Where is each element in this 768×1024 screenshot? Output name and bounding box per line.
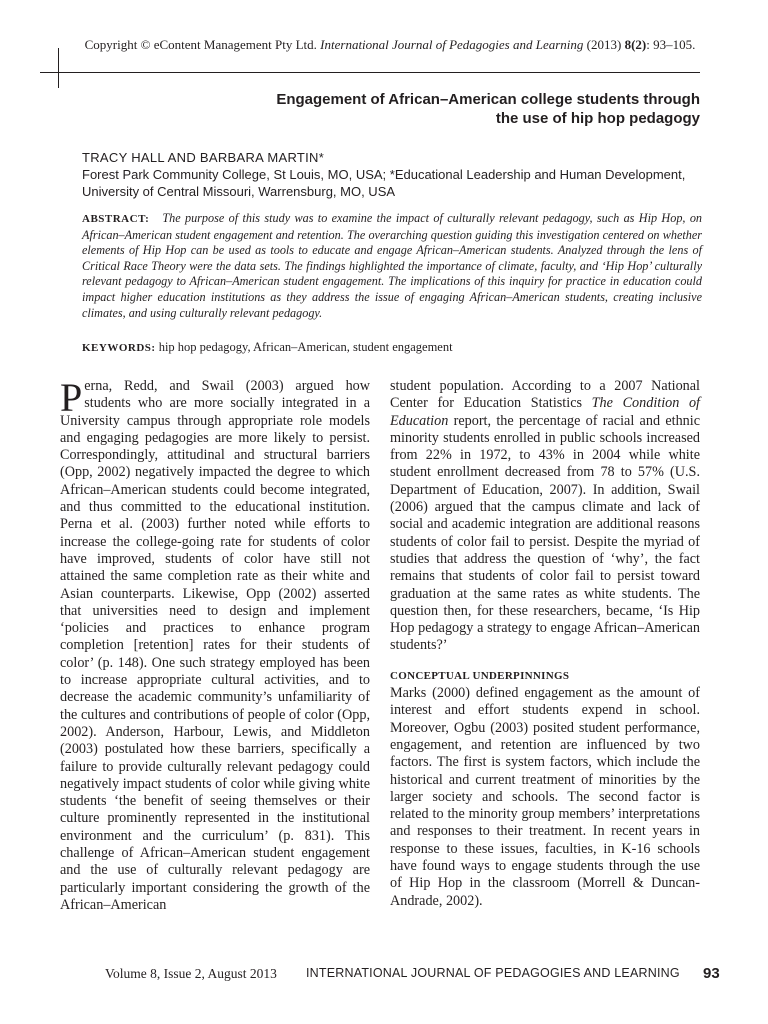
intro-paragraph: [60, 375, 370, 914]
footer-volume: Volume 8, Issue 2, August 2013: [105, 966, 277, 981]
affiliation: Forest Park Community College, St Louis, MO, USA; *Educational Leadership and Human Development, University of Central Missouri, Warrensburg, MO, USA: [82, 167, 686, 199]
section-heading-text: CONCEPTUAL UNDERPINNINGS: [390, 669, 570, 682]
section-heading: [390, 667, 700, 685]
citation-volume: 8: [624, 37, 632, 52]
header-rule-vertical: [58, 48, 59, 88]
body-column-left: [60, 375, 370, 914]
intro-text: erna, Redd, and Swail (2003) argued how students who are more socially integrated in a University campus through appropriate role models and engaging pedagogies are more likely to persist. Correspondingly, attitudinal and structural barriers (Opp, 2002) negatively impacted the degree to which African–American students could become integrated, and thus committed to the educational institution. Perna et al. (2003) further noted while efforts to increase the college-going rate for students of color have improved, students of color have still not attained the same completion rate as their white and Asian counterparts. Likewise, Opp (2002) asserted that universities need to design and implement ‘policies and practices to enhance program completion [retention] rates for their students of color’ (p. 148). One such strategy employed has been to increase appropriate cultural activities, and to decrease the academic community’s unfamiliarity of the cultures and contributions of people of color (Opp, 2002). Anderson, Harbour, Lewis, and Middleton (2003) postulated how these barriers, specifically a failure to provide culturally relevant pedagogy could negatively impact students of color while giving white students ‘the benefit of seeing themselves or their culture prominently represented in the institutional environment and the curriculum’ (p. 831). This challenge of African–American student engagement and the use of culturally relevant pedagogy are particularly important considering the growth of the African–American: [60, 378, 370, 913]
citation-year: (2013): [583, 37, 625, 52]
citation-pages: : 93–105.: [646, 37, 696, 52]
title-line-2: the use of hip hop pedagogy: [495, 110, 700, 127]
abstract-text: The purpose of this study was to examine the impact of culturally relevant pedagogy, such as Hip Hop, on African–American student engagement and retention. The overarching question guiding this investigation centered on whether elements of Hip Hop can be used as tools to educate and engage African–American students. Analyzed through the lens of Critical Race Theory were the data sets. The findings highlighted the importance of climate, faculty, and ‘Hip Hop’ culturally relevant pedagogy to African–American student engagement. The implications of this inquiry for practice in education could impact higher education institutions as they address the issue of engaging African–American students, creating inclusive climates, and using culturally relevant pedagogy.: [82, 211, 703, 320]
section-paragraph: Marks (2000) defined engagement as the amount of interest and effort students expend in school. Moreover, Ogbu (2003) posited student performance, engagement, and retention are influenced by two factors. The first is system factors, which include the historical and current treatment of minorities by the larger society and schools. The second factor is related to the minority group members’ interpretations and responses to their treatment. In recent years in response to these issues, faculties, in K-16 schools have found ways to engage students through the use of Hip Hop in the classroom (Morrell & Duncan-Andrade, 2002).: [390, 685, 700, 909]
title-line-1: Engagement of African–American college students through: [276, 91, 700, 108]
paragraph-continued: [390, 378, 700, 655]
paragraph-text-a: student population. According to a 2007 National Center for Education Statistics: [390, 378, 700, 412]
keywords: [82, 340, 453, 355]
article-title: [140, 90, 700, 128]
page-number: 93: [703, 965, 720, 982]
report-title: The Condition of Education: [390, 395, 700, 429]
abstract-label: ABSTRACT:: [82, 213, 150, 225]
authors: TRACY HALL AND BARBARA MARTIN*: [82, 150, 325, 165]
copyright-line: [40, 37, 740, 53]
drop-cap: P: [60, 375, 83, 420]
footer-journal: INTERNATIONAL JOURNAL OF PEDAGOGIES AND LEARNING: [306, 966, 680, 980]
journal-name: International Journal of Pedagogies and Learning: [320, 37, 584, 52]
citation-issue: (2): [631, 37, 647, 52]
paragraph-text-b: report, the percentage of racial and ethnic minority students enrolled in public schools increased from 22% in 1972, to 43% in 2004 while white student enrollment decreased from 78 to 57% (U.S. Department of Education, 2007). In addition, Swail (2006) argued that the campus climate and lack of social and academic integration are additional reasons students of color fail to persist. Despite the myriad of studies that address the question of ‘why’, the fact remains that students of color fail to persist toward graduation at the same rates as white students. The question then, for these researchers, became, ‘Is Hip Hop pedagogy a strategy to engage African–American students?’: [390, 412, 700, 654]
body-column-right: [390, 378, 700, 910]
keywords-text: hip hop pedagogy, African–American, student engagement: [155, 340, 453, 354]
copyright-prefix: Copyright © eContent Management Pty Ltd.: [84, 37, 321, 52]
abstract: [82, 211, 702, 321]
header-rule: [40, 72, 700, 73]
keywords-label: KEYWORDS:: [82, 342, 156, 354]
